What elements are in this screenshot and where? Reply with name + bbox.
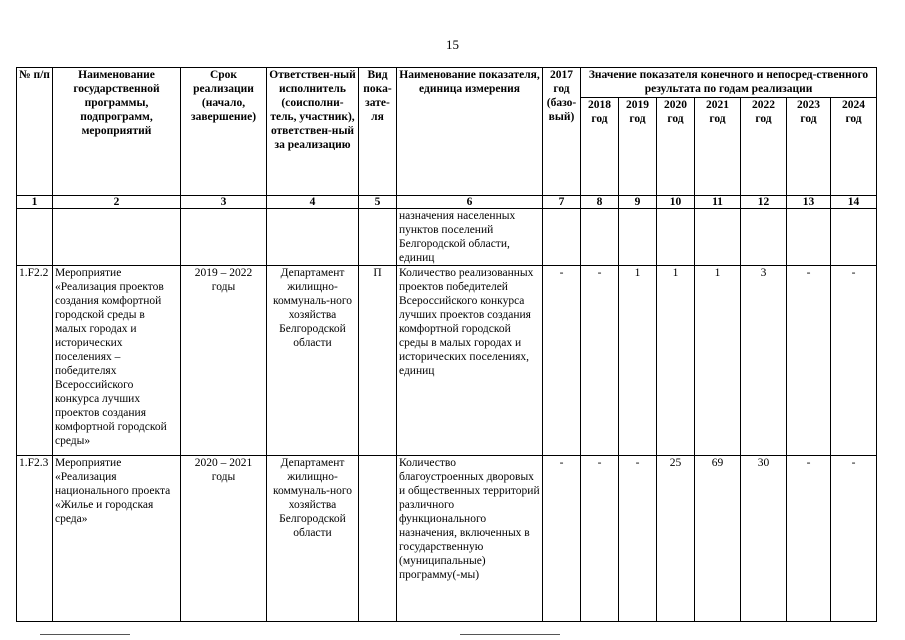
header-year-group: Значение показателя конечного и непосред-ственного результата по годам реализации [581, 68, 877, 98]
row-term [181, 209, 267, 266]
column-number: 8 [581, 196, 619, 209]
page-number: 15 [446, 37, 459, 52]
row-indicator-name: Количество благоустроенных дворовых и общественных территорий различного функционального назначения, включенных в государственную (муниципальные) программу(-мы) [397, 456, 543, 622]
column-number: 11 [695, 196, 741, 209]
row-value-2019: - [619, 456, 657, 622]
row-term: 2019 – 2022 годы [181, 266, 267, 456]
column-number: 4 [267, 196, 359, 209]
row-value-2020: 25 [657, 456, 695, 622]
table-row [17, 456, 877, 622]
header-base-year: 2017 год (базо-вый) [543, 68, 581, 196]
scan-mark [460, 634, 560, 635]
row-value-2024: - [831, 266, 877, 456]
row-base-value: - [543, 456, 581, 622]
row-program-name: Мероприятие «Реализация национального проекта «Жилье и городская среда» [53, 456, 181, 622]
column-number: 6 [397, 196, 543, 209]
row-program-name: Мероприятие «Реализация проектов создания комфортной городской среды в малых городах и исторических поселениях – победителях Всероссийского конкурса лучших проектов создания комфортной городской среды» [53, 266, 181, 456]
row-indicator-name: назначения населенных пунктов поселений Белгородской области, единиц [397, 209, 543, 266]
row-base-value [543, 209, 581, 266]
header-year: 2020 год [657, 98, 695, 196]
row-number: 1.F2.2 [17, 266, 53, 456]
row-value-2020 [657, 209, 695, 266]
row-executor [267, 209, 359, 266]
column-number: 7 [543, 196, 581, 209]
table-row [17, 266, 877, 456]
row-indicator-kind: П [359, 266, 397, 456]
header-year: 2024 год [831, 98, 877, 196]
row-value-2023 [787, 209, 831, 266]
header-year: 2022 год [741, 98, 787, 196]
row-indicator-kind [359, 456, 397, 622]
header-indicator-kind: Вид пока-зате-ля [359, 68, 397, 196]
row-number [17, 209, 53, 266]
row-executor: Департамент жилищно-коммуналь-ного хозяйства Белгородской области [267, 266, 359, 456]
header-indicator-name: Наименование показателя, единица измерения [397, 68, 543, 196]
table-row [17, 209, 877, 266]
row-base-value: - [543, 266, 581, 456]
row-number: 1.F2.3 [17, 456, 53, 622]
row-value-2021 [695, 209, 741, 266]
row-value-2021: 1 [695, 266, 741, 456]
column-number: 1 [17, 196, 53, 209]
header-year: 2019 год [619, 98, 657, 196]
row-value-2018: - [581, 456, 619, 622]
column-number: 10 [657, 196, 695, 209]
row-program-name [53, 209, 181, 266]
header-year: 2023 год [787, 98, 831, 196]
row-value-2020: 1 [657, 266, 695, 456]
row-value-2022 [741, 209, 787, 266]
row-indicator-kind [359, 209, 397, 266]
column-number: 9 [619, 196, 657, 209]
indicators-table [16, 67, 877, 622]
header-year: 2021 год [695, 98, 741, 196]
column-number: 12 [741, 196, 787, 209]
scan-mark [40, 634, 130, 635]
column-number: 14 [831, 196, 877, 209]
row-value-2018: - [581, 266, 619, 456]
row-value-2022: 3 [741, 266, 787, 456]
row-executor: Департамент жилищно-коммуналь-ного хозяйства Белгородской области [267, 456, 359, 622]
column-number: 3 [181, 196, 267, 209]
row-value-2019: 1 [619, 266, 657, 456]
scan-edge-marks [0, 630, 905, 640]
row-value-2024 [831, 209, 877, 266]
header-year: 2018 год [581, 98, 619, 196]
header-program-name: Наименование государственной программы, подпрограмм, мероприятий [53, 68, 181, 196]
row-value-2021: 69 [695, 456, 741, 622]
row-value-2023: - [787, 266, 831, 456]
row-indicator-name: Количество реализованных проектов победителей Всероссийского конкурса лучших проектов создания комфортной городской среды в малых городах и исторических поселениях, единиц [397, 266, 543, 456]
row-value-2018 [581, 209, 619, 266]
header-number: № п/п [17, 68, 53, 196]
row-value-2024: - [831, 456, 877, 622]
column-number: 2 [53, 196, 181, 209]
column-number: 13 [787, 196, 831, 209]
row-term: 2020 – 2021 годы [181, 456, 267, 622]
column-number: 5 [359, 196, 397, 209]
header-term: Срок реализации (начало, завершение) [181, 68, 267, 196]
header-executor: Ответствен-ный исполнитель (соисполни-тель, участник), ответствен-ный за реализацию [267, 68, 359, 196]
row-value-2019 [619, 209, 657, 266]
row-value-2022: 30 [741, 456, 787, 622]
row-value-2023: - [787, 456, 831, 622]
